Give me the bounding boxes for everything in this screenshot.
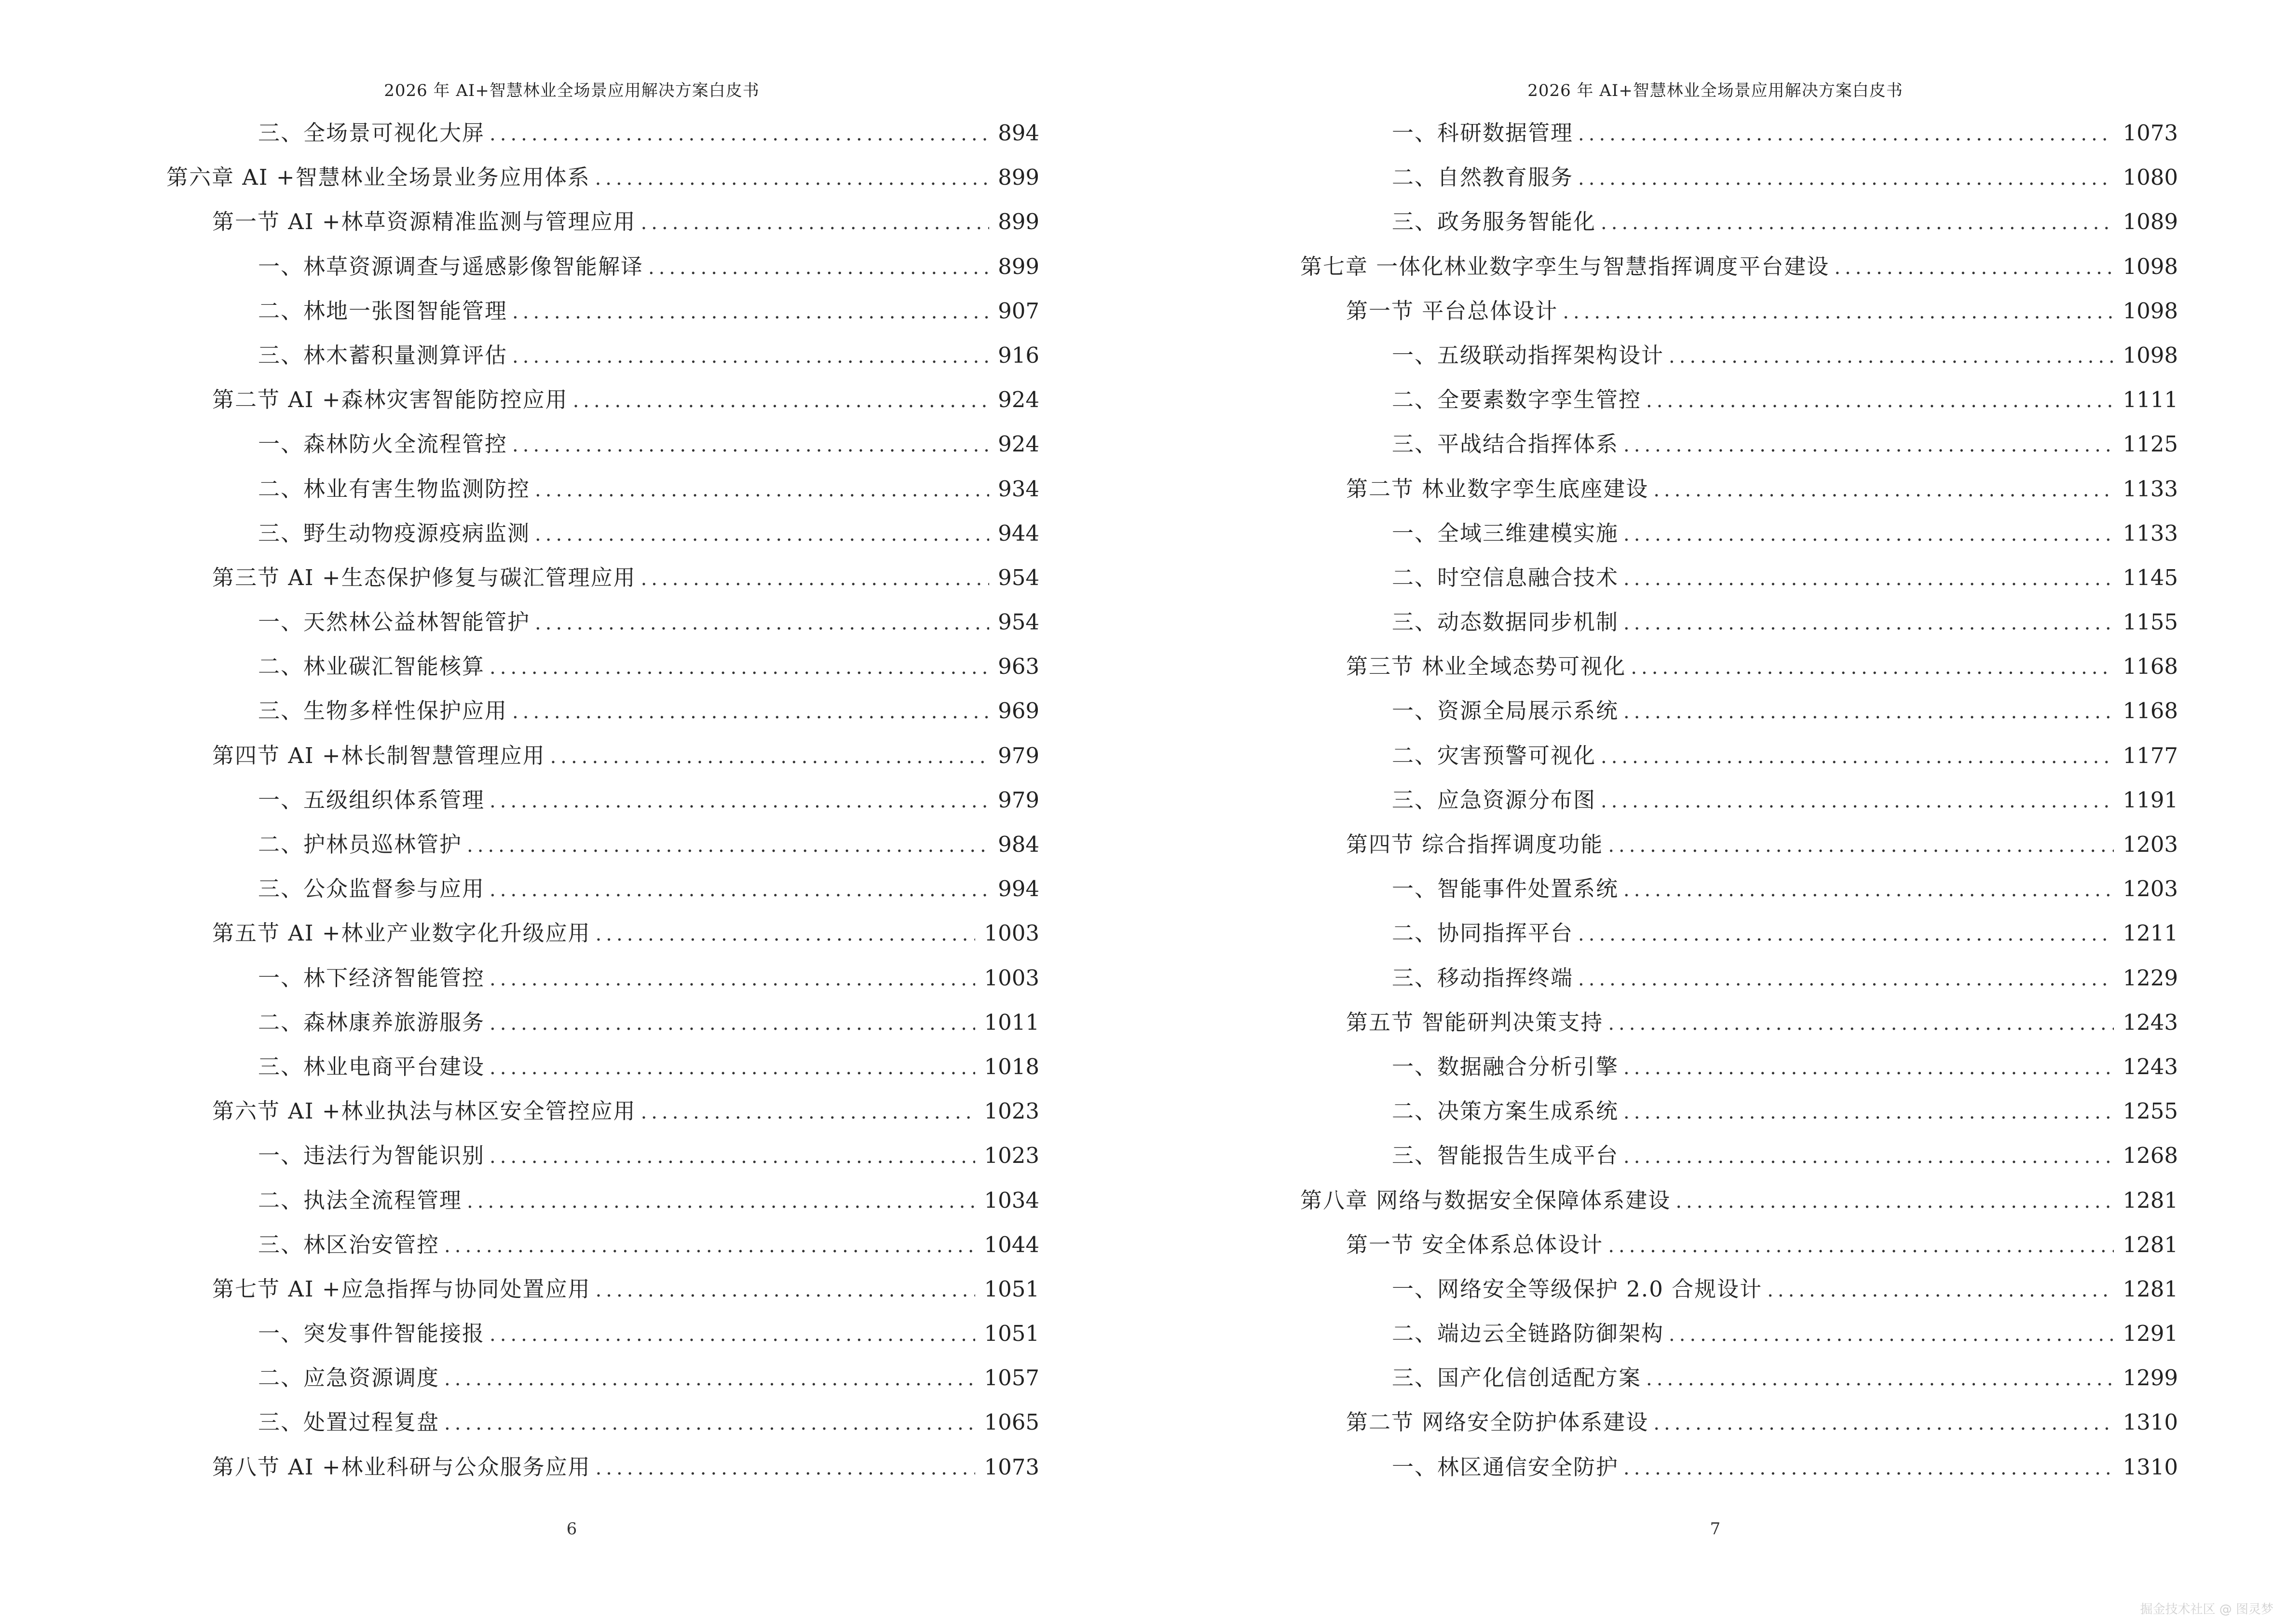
toc-dot-leader (1834, 250, 2114, 285)
toc-subsection-entry[interactable] (166, 1405, 1039, 1449)
table-of-contents (1300, 116, 2178, 1494)
toc-dot-leader (596, 1451, 976, 1486)
toc-entry-page-number: 899 (998, 253, 1039, 279)
toc-subsection-entry[interactable] (166, 1050, 1039, 1094)
toc-entry-page-number: 1011 (984, 1009, 1039, 1035)
toc-section-entry[interactable] (1300, 1405, 2178, 1449)
toc-entry-page-number: 1133 (2123, 520, 2178, 546)
toc-entry-title: 二、灾害预警可视化 (1392, 742, 1596, 768)
toc-entry-page-number: 1098 (2123, 298, 2178, 324)
toc-dot-leader (1669, 339, 2114, 374)
toc-subsection-entry[interactable] (166, 338, 1039, 382)
toc-section-entry[interactable] (1300, 827, 2178, 872)
toc-section-entry[interactable] (1300, 294, 2178, 338)
toc-entry-title: 二、自然教育服务 (1392, 164, 1574, 191)
toc-subsection-entry[interactable] (166, 872, 1039, 916)
toc-dot-leader (1669, 1317, 2114, 1352)
toc-dot-leader (1646, 383, 2114, 418)
toc-subsection-entry[interactable] (1300, 160, 2178, 205)
toc-entry-title: 三、野生动物疫源疫病监测 (258, 520, 531, 546)
toc-subsection-entry[interactable] (166, 1316, 1039, 1361)
toc-dot-leader (490, 784, 989, 819)
toc-entry-title: 三、智能报告生成平台 (1392, 1143, 1619, 1169)
toc-dot-leader (1623, 695, 2114, 729)
toc-entry-page-number: 963 (998, 654, 1039, 680)
toc-entry-title: 第七节 AI +应急指挥与协同处置应用 (212, 1276, 591, 1302)
watermark: 掘金技术社区 @ 图灵梦 (2140, 1602, 2273, 1617)
toc-dot-leader (535, 517, 989, 552)
toc-entry-title: 第一节 AI +林草资源精准监测与管理应用 (212, 209, 636, 235)
toc-entry-title: 二、林业有害生物监测防控 (258, 476, 531, 502)
toc-entry-page-number: 1310 (2123, 1409, 2178, 1435)
toc-dot-leader (1623, 606, 2114, 641)
toc-entry-page-number: 1203 (2123, 876, 2178, 902)
toc-section-entry[interactable] (1300, 1005, 2178, 1050)
toc-chapter-entry[interactable] (1300, 1183, 2178, 1228)
toc-entry-title: 第二节 AI +森林灾害智能防控应用 (212, 387, 568, 413)
toc-dot-leader (512, 695, 989, 729)
toc-entry-page-number: 916 (998, 342, 1039, 368)
toc-dot-leader (490, 1006, 975, 1041)
running-header: 2026 年 AI+智慧林业全场景应用解决方案白皮书 (1527, 81, 1903, 100)
toc-entry-title: 三、动态数据同步机制 (1392, 609, 1619, 635)
toc-subsection-entry[interactable] (1300, 1138, 2178, 1183)
toc-subsection-entry[interactable] (166, 1183, 1039, 1228)
toc-entry-page-number: 1023 (984, 1098, 1039, 1124)
toc-dot-leader (444, 1406, 975, 1441)
toc-subsection-entry[interactable] (166, 1361, 1039, 1405)
toc-entry-title: 二、时空信息融合技术 (1392, 564, 1619, 590)
toc-entry-page-number: 1281 (2123, 1276, 2178, 1302)
toc-subsection-entry[interactable] (1300, 205, 2178, 249)
toc-entry-title: 三、公众监督参与应用 (258, 876, 485, 902)
toc-entry-page-number: 944 (998, 520, 1039, 546)
toc-entry-page-number: 1177 (2123, 742, 2178, 768)
toc-dot-leader (1623, 1451, 2114, 1486)
toc-section-entry[interactable] (166, 916, 1039, 960)
toc-dot-leader (596, 917, 976, 952)
toc-entry-page-number: 1057 (984, 1365, 1039, 1391)
toc-entry-title: 二、端边云全链路防御架构 (1392, 1321, 1664, 1347)
toc-entry-page-number: 954 (998, 609, 1039, 635)
toc-entry-page-number: 1229 (2123, 965, 2178, 991)
toc-dot-leader (1623, 561, 2114, 596)
toc-entry-page-number: 899 (998, 164, 1039, 191)
toc-subsection-entry[interactable] (1300, 1094, 2178, 1138)
toc-entry-title: 一、林草资源调查与遥感影像智能解译 (258, 253, 644, 279)
toc-entry-title: 一、违法行为智能识别 (258, 1143, 485, 1169)
toc-dot-leader (1623, 1095, 2114, 1130)
toc-entry-title: 第六节 AI +林业执法与林区安全管控应用 (212, 1098, 636, 1124)
toc-section-entry[interactable] (166, 560, 1039, 605)
toc-entry-page-number: 979 (998, 787, 1039, 813)
toc-entry-title: 二、应急资源调度 (258, 1365, 440, 1391)
toc-entry-title: 一、五级组织体系管理 (258, 787, 485, 813)
toc-dot-leader (535, 606, 989, 641)
toc-dot-leader (1767, 1273, 2114, 1308)
toc-entry-page-number: 907 (998, 298, 1039, 324)
toc-entry-page-number: 1098 (2123, 253, 2178, 279)
toc-entry-page-number: 1268 (2123, 1143, 2178, 1169)
toc-subsection-entry[interactable] (166, 649, 1039, 694)
toc-subsection-entry[interactable] (1300, 516, 2178, 560)
toc-subsection-entry[interactable] (166, 605, 1039, 649)
toc-entry-page-number: 1281 (2123, 1231, 2178, 1257)
toc-entry-title: 第六章 AI +智慧林业全场景业务应用体系 (166, 164, 590, 191)
toc-dot-leader (490, 650, 989, 685)
toc-subsection-entry[interactable] (166, 472, 1039, 516)
page-number: 6 (566, 1519, 577, 1539)
toc-entry-page-number: 1098 (2123, 342, 2178, 368)
toc-dot-leader (1623, 1139, 2114, 1174)
toc-subsection-entry[interactable] (1300, 427, 2178, 471)
toc-entry-page-number: 1125 (2123, 431, 2178, 457)
toc-entry-title: 三、国产化信创适配方案 (1392, 1365, 1642, 1391)
toc-dot-leader (490, 873, 989, 907)
toc-section-entry[interactable] (166, 1094, 1039, 1138)
toc-entry-page-number: 1089 (2123, 209, 2178, 235)
toc-dot-leader (490, 1051, 975, 1085)
toc-dot-leader (573, 383, 990, 418)
toc-dot-leader (1653, 473, 2114, 507)
toc-entry-page-number: 1003 (984, 965, 1039, 991)
toc-dot-leader (1608, 828, 2114, 863)
toc-subsection-entry[interactable] (1300, 783, 2178, 827)
document-page-right (1144, 0, 2287, 1624)
toc-entry-title: 三、林木蓄积量测算评估 (258, 342, 508, 368)
toc-subsection-entry[interactable] (166, 961, 1039, 1005)
toc-entry-page-number: 1018 (984, 1053, 1039, 1079)
toc-entry-title: 一、智能事件处置系统 (1392, 876, 1619, 902)
toc-dot-leader (512, 428, 989, 463)
toc-entry-page-number: 1145 (2123, 564, 2178, 590)
toc-entry-page-number: 1168 (2123, 654, 2178, 680)
toc-entry-title: 第五节 AI +林业产业数字化升级应用 (212, 920, 591, 946)
toc-entry-page-number: 1023 (984, 1143, 1039, 1169)
toc-entry-page-number: 1243 (2123, 1053, 2178, 1079)
toc-dot-leader (1623, 1051, 2114, 1085)
toc-entry-title: 第三节 林业全域态势可视化 (1346, 654, 1626, 680)
toc-entry-title: 二、林地一张图智能管理 (258, 298, 508, 324)
toc-entry-title: 二、林业碳汇智能核算 (258, 654, 485, 680)
toc-subsection-entry[interactable] (1300, 961, 2178, 1005)
toc-entry-title: 三、政务服务智能化 (1392, 209, 1596, 235)
toc-subsection-entry[interactable] (1300, 738, 2178, 783)
toc-dot-leader (641, 1095, 976, 1130)
toc-entry-title: 第四节 AI +林长制智慧管理应用 (212, 742, 545, 768)
toc-subsection-entry[interactable] (1300, 1050, 2178, 1094)
toc-entry-page-number: 894 (998, 120, 1039, 146)
toc-dot-leader (467, 1184, 975, 1219)
toc-entry-page-number: 1155 (2123, 609, 2178, 635)
toc-section-entry[interactable] (1300, 472, 2178, 516)
toc-dot-leader (1578, 962, 2114, 996)
toc-dot-leader (1631, 650, 2114, 685)
toc-dot-leader (1578, 917, 2114, 952)
toc-subsection-entry[interactable] (166, 294, 1039, 338)
toc-subsection-entry[interactable] (1300, 872, 2178, 916)
toc-entry-page-number: 1073 (984, 1454, 1039, 1480)
toc-entry-page-number: 1080 (2123, 164, 2178, 191)
toc-entry-page-number: 1034 (984, 1187, 1039, 1213)
toc-dot-leader (1608, 1228, 2114, 1263)
toc-entry-title: 第四节 综合指挥调度功能 (1346, 832, 1604, 857)
toc-entry-page-number: 1051 (984, 1276, 1039, 1302)
toc-entry-page-number: 1310 (2123, 1454, 2178, 1480)
toc-dot-leader (1623, 517, 2114, 552)
toc-entry-page-number: 994 (998, 876, 1039, 902)
toc-entry-page-number: 899 (998, 209, 1039, 235)
toc-subsection-entry[interactable] (166, 516, 1039, 560)
toc-dot-leader (1675, 1184, 2114, 1219)
toc-entry-title: 二、协同指挥平台 (1392, 920, 1574, 946)
toc-dot-leader (596, 1273, 976, 1308)
toc-entry-title: 一、资源全局展示系统 (1392, 698, 1619, 724)
toc-entry-title: 第一节 安全体系总体设计 (1346, 1231, 1604, 1257)
toc-section-entry[interactable] (1300, 649, 2178, 694)
toc-entry-title: 第三节 AI +生态保护修复与碳汇管理应用 (212, 564, 636, 590)
toc-subsection-entry[interactable] (1300, 116, 2178, 160)
toc-entry-title: 三、林业电商平台建设 (258, 1053, 485, 1079)
toc-subsection-entry[interactable] (1300, 560, 2178, 605)
toc-entry-title: 二、森林康养旅游服务 (258, 1009, 485, 1035)
toc-entry-page-number: 1203 (2123, 832, 2178, 857)
toc-dot-leader (490, 1139, 975, 1174)
toc-subsection-entry[interactable] (166, 783, 1039, 827)
toc-section-entry[interactable] (166, 738, 1039, 783)
toc-dot-leader (648, 250, 989, 285)
toc-dot-leader (1601, 784, 2114, 819)
toc-subsection-entry[interactable] (1300, 1450, 2178, 1494)
toc-entry-page-number: 1044 (984, 1231, 1039, 1257)
toc-dot-leader (490, 1317, 975, 1352)
toc-chapter-entry[interactable] (1300, 249, 2178, 294)
toc-entry-page-number: 1003 (984, 920, 1039, 946)
toc-entry-title: 三、全场景可视化大屏 (258, 120, 485, 146)
toc-dot-leader (1601, 739, 2114, 774)
toc-entry-page-number: 924 (998, 387, 1039, 413)
toc-entry-page-number: 1299 (2123, 1365, 2178, 1391)
toc-entry-page-number: 984 (998, 832, 1039, 857)
toc-subsection-entry[interactable] (1300, 916, 2178, 960)
toc-dot-leader (1623, 873, 2114, 907)
toc-dot-leader (1578, 161, 2114, 196)
toc-entry-page-number: 1191 (2123, 787, 2178, 813)
toc-entry-title: 第八节 AI +林业科研与公众服务应用 (212, 1454, 591, 1480)
page-number: 7 (1710, 1519, 1721, 1539)
toc-subsection-entry[interactable] (166, 827, 1039, 872)
toc-subsection-entry[interactable] (166, 1138, 1039, 1183)
toc-dot-leader (1601, 205, 2114, 240)
toc-entry-title: 三、平战结合指挥体系 (1392, 431, 1619, 457)
toc-subsection-entry[interactable] (166, 116, 1039, 160)
toc-dot-leader (641, 561, 990, 596)
toc-entry-page-number: 1051 (984, 1321, 1039, 1347)
toc-subsection-entry[interactable] (1300, 382, 2178, 427)
toc-subsection-entry[interactable] (166, 1228, 1039, 1272)
toc-entry-title: 一、林区通信安全防护 (1392, 1454, 1619, 1480)
toc-subsection-entry[interactable] (166, 694, 1039, 738)
toc-entry-title: 二、全要素数字孪生管控 (1392, 387, 1642, 413)
toc-dot-leader (535, 473, 989, 507)
toc-entry-page-number: 969 (998, 698, 1039, 724)
toc-entry-page-number: 1133 (2123, 476, 2178, 502)
toc-section-entry[interactable] (1300, 1228, 2178, 1272)
toc-dot-leader (1608, 1006, 2114, 1041)
toc-section-entry[interactable] (166, 1450, 1039, 1494)
toc-entry-title: 第二节 林业数字孪生底座建设 (1346, 476, 1649, 502)
toc-dot-leader (550, 739, 990, 774)
toc-entry-title: 二、执法全流程管理 (258, 1187, 463, 1213)
toc-subsection-entry[interactable] (166, 427, 1039, 471)
toc-entry-title: 二、决策方案生成系统 (1392, 1098, 1619, 1124)
toc-dot-leader (641, 205, 990, 240)
toc-dot-leader (1578, 117, 2114, 151)
toc-entry-page-number: 934 (998, 476, 1039, 502)
toc-dot-leader (1563, 295, 2114, 329)
toc-dot-leader (467, 828, 989, 863)
toc-dot-leader (1653, 1406, 2114, 1441)
toc-entry-title: 一、森林防火全流程管控 (258, 431, 508, 457)
toc-entry-title: 三、生物多样性保护应用 (258, 698, 508, 724)
toc-chapter-entry[interactable] (166, 160, 1039, 205)
toc-entry-page-number: 1065 (984, 1409, 1039, 1435)
toc-entry-page-number: 1291 (2123, 1321, 2178, 1347)
running-header: 2026 年 AI+智慧林业全场景应用解决方案白皮书 (384, 81, 760, 100)
toc-entry-title: 第二节 网络安全防护体系建设 (1346, 1409, 1649, 1435)
toc-entry-page-number: 924 (998, 431, 1039, 457)
toc-entry-page-number: 1211 (2123, 920, 2178, 946)
toc-section-entry[interactable] (166, 382, 1039, 427)
toc-dot-leader (490, 962, 975, 996)
toc-entry-title: 三、移动指挥终端 (1392, 965, 1574, 991)
toc-entry-title: 第五节 智能研判决策支持 (1346, 1009, 1604, 1035)
toc-entry-page-number: 1281 (2123, 1187, 2178, 1213)
table-of-contents (166, 116, 1039, 1494)
toc-entry-title: 第一节 平台总体设计 (1346, 298, 1558, 324)
toc-subsection-entry[interactable] (1300, 1316, 2178, 1361)
toc-subsection-entry[interactable] (166, 1005, 1039, 1050)
toc-entry-title: 一、全域三维建模实施 (1392, 520, 1619, 546)
toc-dot-leader (512, 295, 989, 329)
toc-entry-title: 三、林区治安管控 (258, 1231, 440, 1257)
toc-dot-leader (444, 1362, 975, 1396)
toc-entry-page-number: 1243 (2123, 1009, 2178, 1035)
toc-dot-leader (595, 161, 990, 196)
toc-entry-title: 三、处置过程复盘 (258, 1409, 440, 1435)
toc-entry-page-number: 1073 (2123, 120, 2178, 146)
toc-dot-leader (1646, 1362, 2114, 1396)
toc-entry-page-number: 1255 (2123, 1098, 2178, 1124)
toc-entry-title: 一、网络安全等级保护 2.0 合规设计 (1392, 1276, 1763, 1302)
toc-section-entry[interactable] (166, 205, 1039, 249)
toc-dot-leader (512, 339, 989, 374)
toc-entry-title: 二、护林员巡林管护 (258, 832, 463, 857)
toc-entry-title: 第七章 一体化林业数字孪生与智慧指挥调度平台建设 (1300, 253, 1830, 279)
toc-entry-title: 三、应急资源分布图 (1392, 787, 1596, 813)
toc-entry-page-number: 979 (998, 742, 1039, 768)
toc-entry-page-number: 954 (998, 564, 1039, 590)
toc-entry-title: 一、突发事件智能接报 (258, 1321, 485, 1347)
toc-entry-title: 一、五级联动指挥架构设计 (1392, 342, 1664, 368)
toc-dot-leader (1623, 428, 2114, 463)
toc-entry-title: 一、科研数据管理 (1392, 120, 1574, 146)
toc-entry-title: 一、天然林公益林智能管护 (258, 609, 531, 635)
toc-subsection-entry[interactable] (166, 249, 1039, 294)
toc-entry-page-number: 1111 (2123, 387, 2178, 413)
toc-section-entry[interactable] (166, 1272, 1039, 1316)
toc-subsection-entry[interactable] (1300, 1361, 2178, 1405)
toc-entry-title: 一、林下经济智能管控 (258, 965, 485, 991)
toc-subsection-entry[interactable] (1300, 694, 2178, 738)
toc-entry-title: 一、数据融合分析引擎 (1392, 1053, 1619, 1079)
toc-dot-leader (490, 117, 989, 151)
toc-subsection-entry[interactable] (1300, 605, 2178, 649)
toc-entry-page-number: 1168 (2123, 698, 2178, 724)
toc-entry-title: 第八章 网络与数据安全保障体系建设 (1300, 1187, 1671, 1213)
toc-subsection-entry[interactable] (1300, 338, 2178, 382)
toc-subsection-entry[interactable] (1300, 1272, 2178, 1316)
toc-dot-leader (444, 1228, 975, 1263)
